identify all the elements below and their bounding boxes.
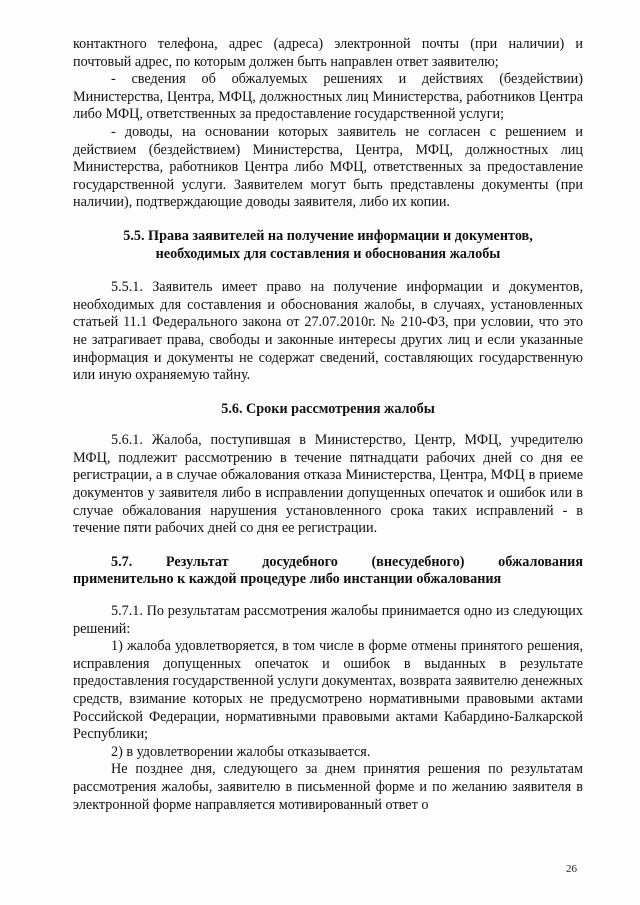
section-5-7-paragraph: 1) жалоба удовлетворяется, в том числе в форме отмены принятого решения, исправления допущенных опечаток и ошибок в выданных в результате предоставления государственной услуги документах, возврата заявителю денежных средств, взимание которых не предусмотрено нормативными правовыми актами Российской Федерации, нормативными правовыми актами Кабардино-Балкарской Республики; [73,638,583,743]
intro-paragraph: - доводы, на основании которых заявитель не согласен с решением и действием (бездействием) Министерства, Центра, МФЦ, должностных лиц Министерства, работников Центра либо МФЦ, ответственных за предоставление государственной услуги. Заявителем могут быть представлены документы (при наличии), подтверждающие доводы заявителя, либо их копии. [73,123,583,211]
heading-word: 5.7. [111,553,133,570]
section-5-6-heading: 5.6. Сроки рассмотрения жалобы [221,400,435,417]
heading-word: (внесудебного) [371,553,465,570]
section-5-5-heading-line2: необходимых для составления и обоснования жалобы [155,245,501,262]
intro-paragraph: контактного телефона, адрес (адреса) электронной почты (при наличии) и почтовый адрес, по которым должен быть направлен ответ заявителю; [73,36,583,70]
section-5-7-paragraph: Не позднее дня, следующего за днем принятия решения по результатам рассмотрения жалобы, заявителю в письменной форме и по желанию заявителя в электронной форме направляется мотивированный ответ о [73,761,583,813]
intro-paragraph: - сведения об обжалуемых решениях и действиях (бездействии) Министерства, Центра, МФЦ, должностных лиц Министерства, работников Центра либо МФЦ, ответственных за предоставление государственной услуги; [73,71,583,123]
heading-word: Результат [165,553,229,570]
page-number: 26 [566,863,577,875]
section-5-7-heading [73,554,583,589]
section-5-7-paragraph: 5.7.1. По результатам рассмотрения жалобы принимается одно из следующих решений: [73,603,583,637]
section-5-7-heading-line1 [73,554,583,572]
section-5-5-heading-line1: 5.5. Права заявителей на получение информации и документов, [123,227,533,244]
heading-word: обжалования [498,553,583,570]
document-body [73,36,583,814]
section-5-5-paragraph: 5.5.1. Заявитель имеет право на получение информации и документов, необходимых для составления и обоснования жалобы, в случаях, установленных статьей 11.1 Федерального закона от 27.07.2010г. № 210-ФЗ, при условии, что это не затрагивает права, свободы и законные интересы других лиц и если указанные информация и документы не содержат сведений, составляющих государственную или иную охраняемую тайну. [73,279,583,384]
section-5-5-heading [73,228,583,263]
section-5-6-paragraph: 5.6.1. Жалоба, поступившая в Министерство, Центр, МФЦ, учредителю МФЦ, подлежит рассмотрению в течение пятнадцати рабочих дней со дня ее регистрации, а в случае обжалования отказа Министерства, Центра, МФЦ в приеме документов у заявителя либо в исправлении допущенных опечаток и ошибок или в случае обжалования нарушения установленного срока таких исправлений - в течение пяти рабочих дней со дня ее регистрации. [73,432,583,537]
section-5-7-heading-line2: применительно к каждой процедуре либо инстанции обжалования [73,571,502,588]
section-5-7-paragraph: 2) в удовлетворении жалобы отказывается. [111,743,371,760]
heading-word: досудебного [262,553,338,570]
